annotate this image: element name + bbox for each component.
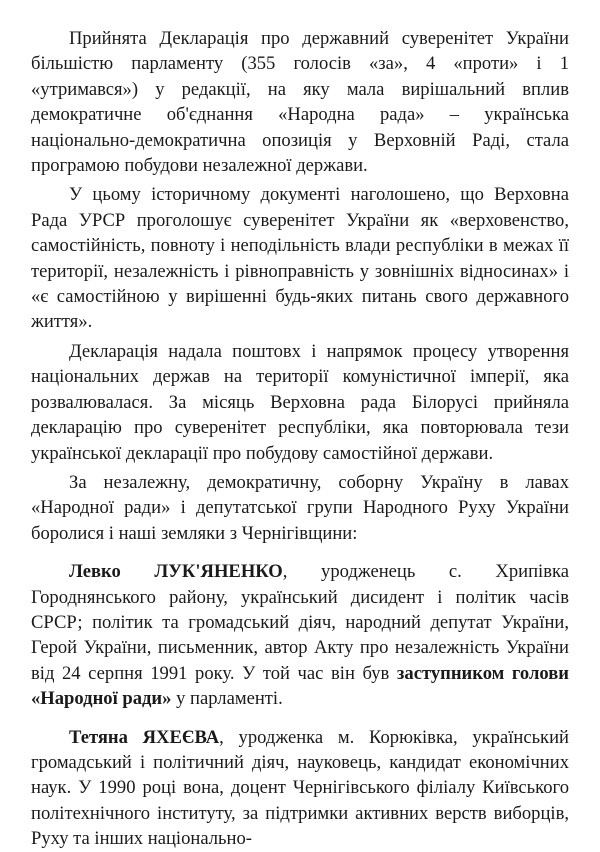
person-name-lukianenko: Левко ЛУК'ЯНЕНКО [69, 561, 283, 583]
paragraph-countrymen: За незалежну, демократичну, соборну Україну в лавах «Народної ради» і депутатської групи Народного Руху України боролися і наші земляки з Чернігівщини: [31, 471, 569, 544]
lukianenko-bio-end: у парламенті. [171, 688, 283, 710]
paragraph-historic-document: У цьому історичному документі наголошено, що Верховна Рада УРСР проголошує суверенітет України як «верховенство, самостійність, повноту і неподільність влади республіки в межах її території, незалежність і рівноправність у зовнішніх відносинах» і «є самостійною у вирішенні будь-яких питань свого державного життя». [31, 184, 569, 333]
paragraph-lukianenko [31, 559, 569, 711]
person-name-yakheieva: Тетяна ЯХЕЄВА [69, 726, 220, 748]
yakheieva-bio: , уродженка м. Корюківка, український громадський і політичний діяч, науковець, кандидат економічних наук. У 1990 році вона, доцент Чернігівського філіалу Київського політехнічного інституту, за підтримки активних верств виборців, Руху та інших національно- [31, 726, 569, 850]
paragraph-impetus: Декларація надала поштовх і напрямок процесу утворення національних держав на території комуністичної імперії, яка розвалювалася. За місяць Верховна рада Білорусі прийняла декларацію про суверенітет республіки, яка повторювала тези української декларації про побудову самостійної держави. [31, 340, 569, 464]
lukianenko-role: заступником голови «Народної ради» [31, 662, 569, 710]
paragraph-yakheieva [31, 725, 569, 852]
paragraph-declaration-adopted: Прийнята Декларація про державний суверенітет України більшістю парламенту (355 голосів «за», 4 «проти» і 1 «утримався») у редакції, на яку мала вирішальний вплив демократичне об'єднання «Народна рада» – українська національно-демократична опозиція у Верховній Раді, стала програмою побудови незалежної держави. [31, 28, 569, 177]
lukianenko-bio: , уродженець с. Хрипівка Городнянського району, український дисидент і політик часів СРСР; політик та громадський діяч, народний депутат України, Герой України, письменник, автор Акту про незалежність України від 24 серпня 1991 року. У той час він був [31, 561, 570, 684]
